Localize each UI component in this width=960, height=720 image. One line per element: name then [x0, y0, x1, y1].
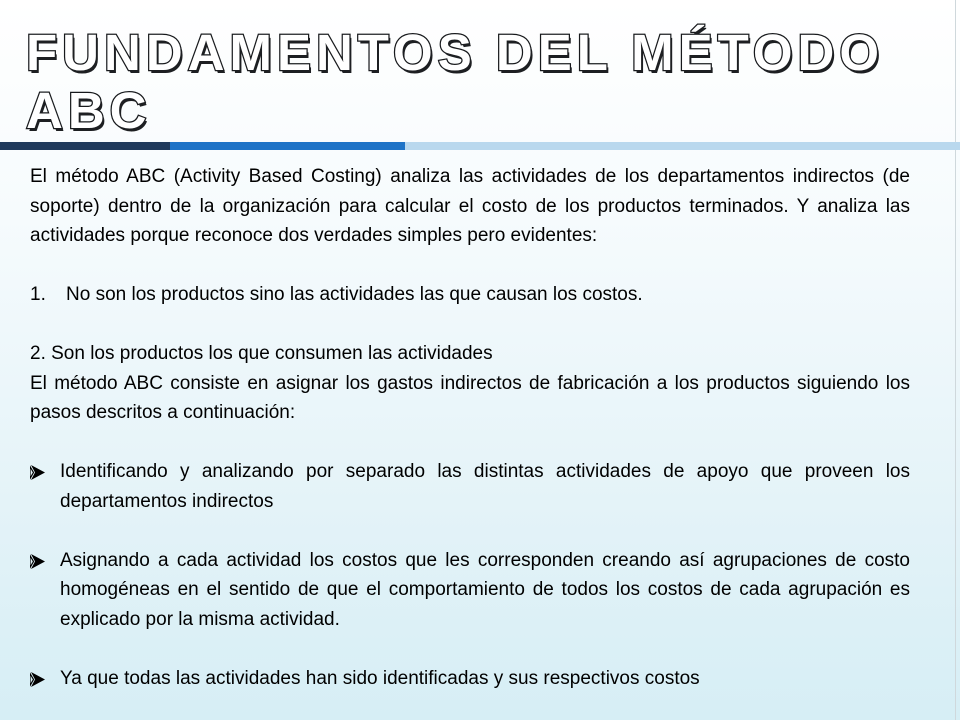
numbered-item-2: 2. Son los productos los que consumen las actividades [30, 343, 493, 364]
arrow-bullet-icon [30, 457, 60, 487]
intro-paragraph: El método ABC (Activity Based Costing) analiza las actividades de los departamentos indirectos (de soporte) dentro de la organización para calcular el costo de los productos terminados. Y analiza las actividades porque reconoce dos verdades simples pero evidentes: [30, 166, 910, 246]
bar-segment-dark [0, 142, 170, 150]
arrow-bullet-icon [30, 664, 60, 694]
bar-segment-blue [170, 142, 405, 150]
bullet-item-3 [30, 664, 910, 694]
item-number: 1. [30, 284, 46, 305]
slide-title: FUNDAMENTOS DEL MÉTODO ABC [26, 24, 885, 139]
numbered-item-1 [30, 280, 910, 310]
arrow-bullet-icon [30, 546, 60, 576]
title-underline-bar [0, 142, 960, 150]
bullet-text: Identificando y analizando por separado las distintas actividades de apoyo que proveen los departamentos indirectos [60, 461, 910, 512]
bullet-item-1 [30, 457, 910, 516]
bullet-text: Ya que todas las actividades han sido identificadas y sus respectivos costos [60, 667, 700, 689]
method-paragraph: El método ABC consiste en asignar los gastos indirectos de fabricación a los productos siguiendo los pasos descritos a continuación: [30, 372, 910, 423]
slide-body [30, 162, 910, 693]
bar-segment-light [405, 142, 960, 150]
item-text: No son los productos sino las actividades las que causan los costos. [66, 284, 643, 305]
bullet-item-2 [30, 546, 910, 635]
bullet-text: Asignando a cada actividad los costos que les corresponden creando así agrupaciones de costo homogéneas en el sentido de que el comportamiento de todos los costos de cada agrupación es explicado por la misma actividad. [60, 549, 910, 630]
